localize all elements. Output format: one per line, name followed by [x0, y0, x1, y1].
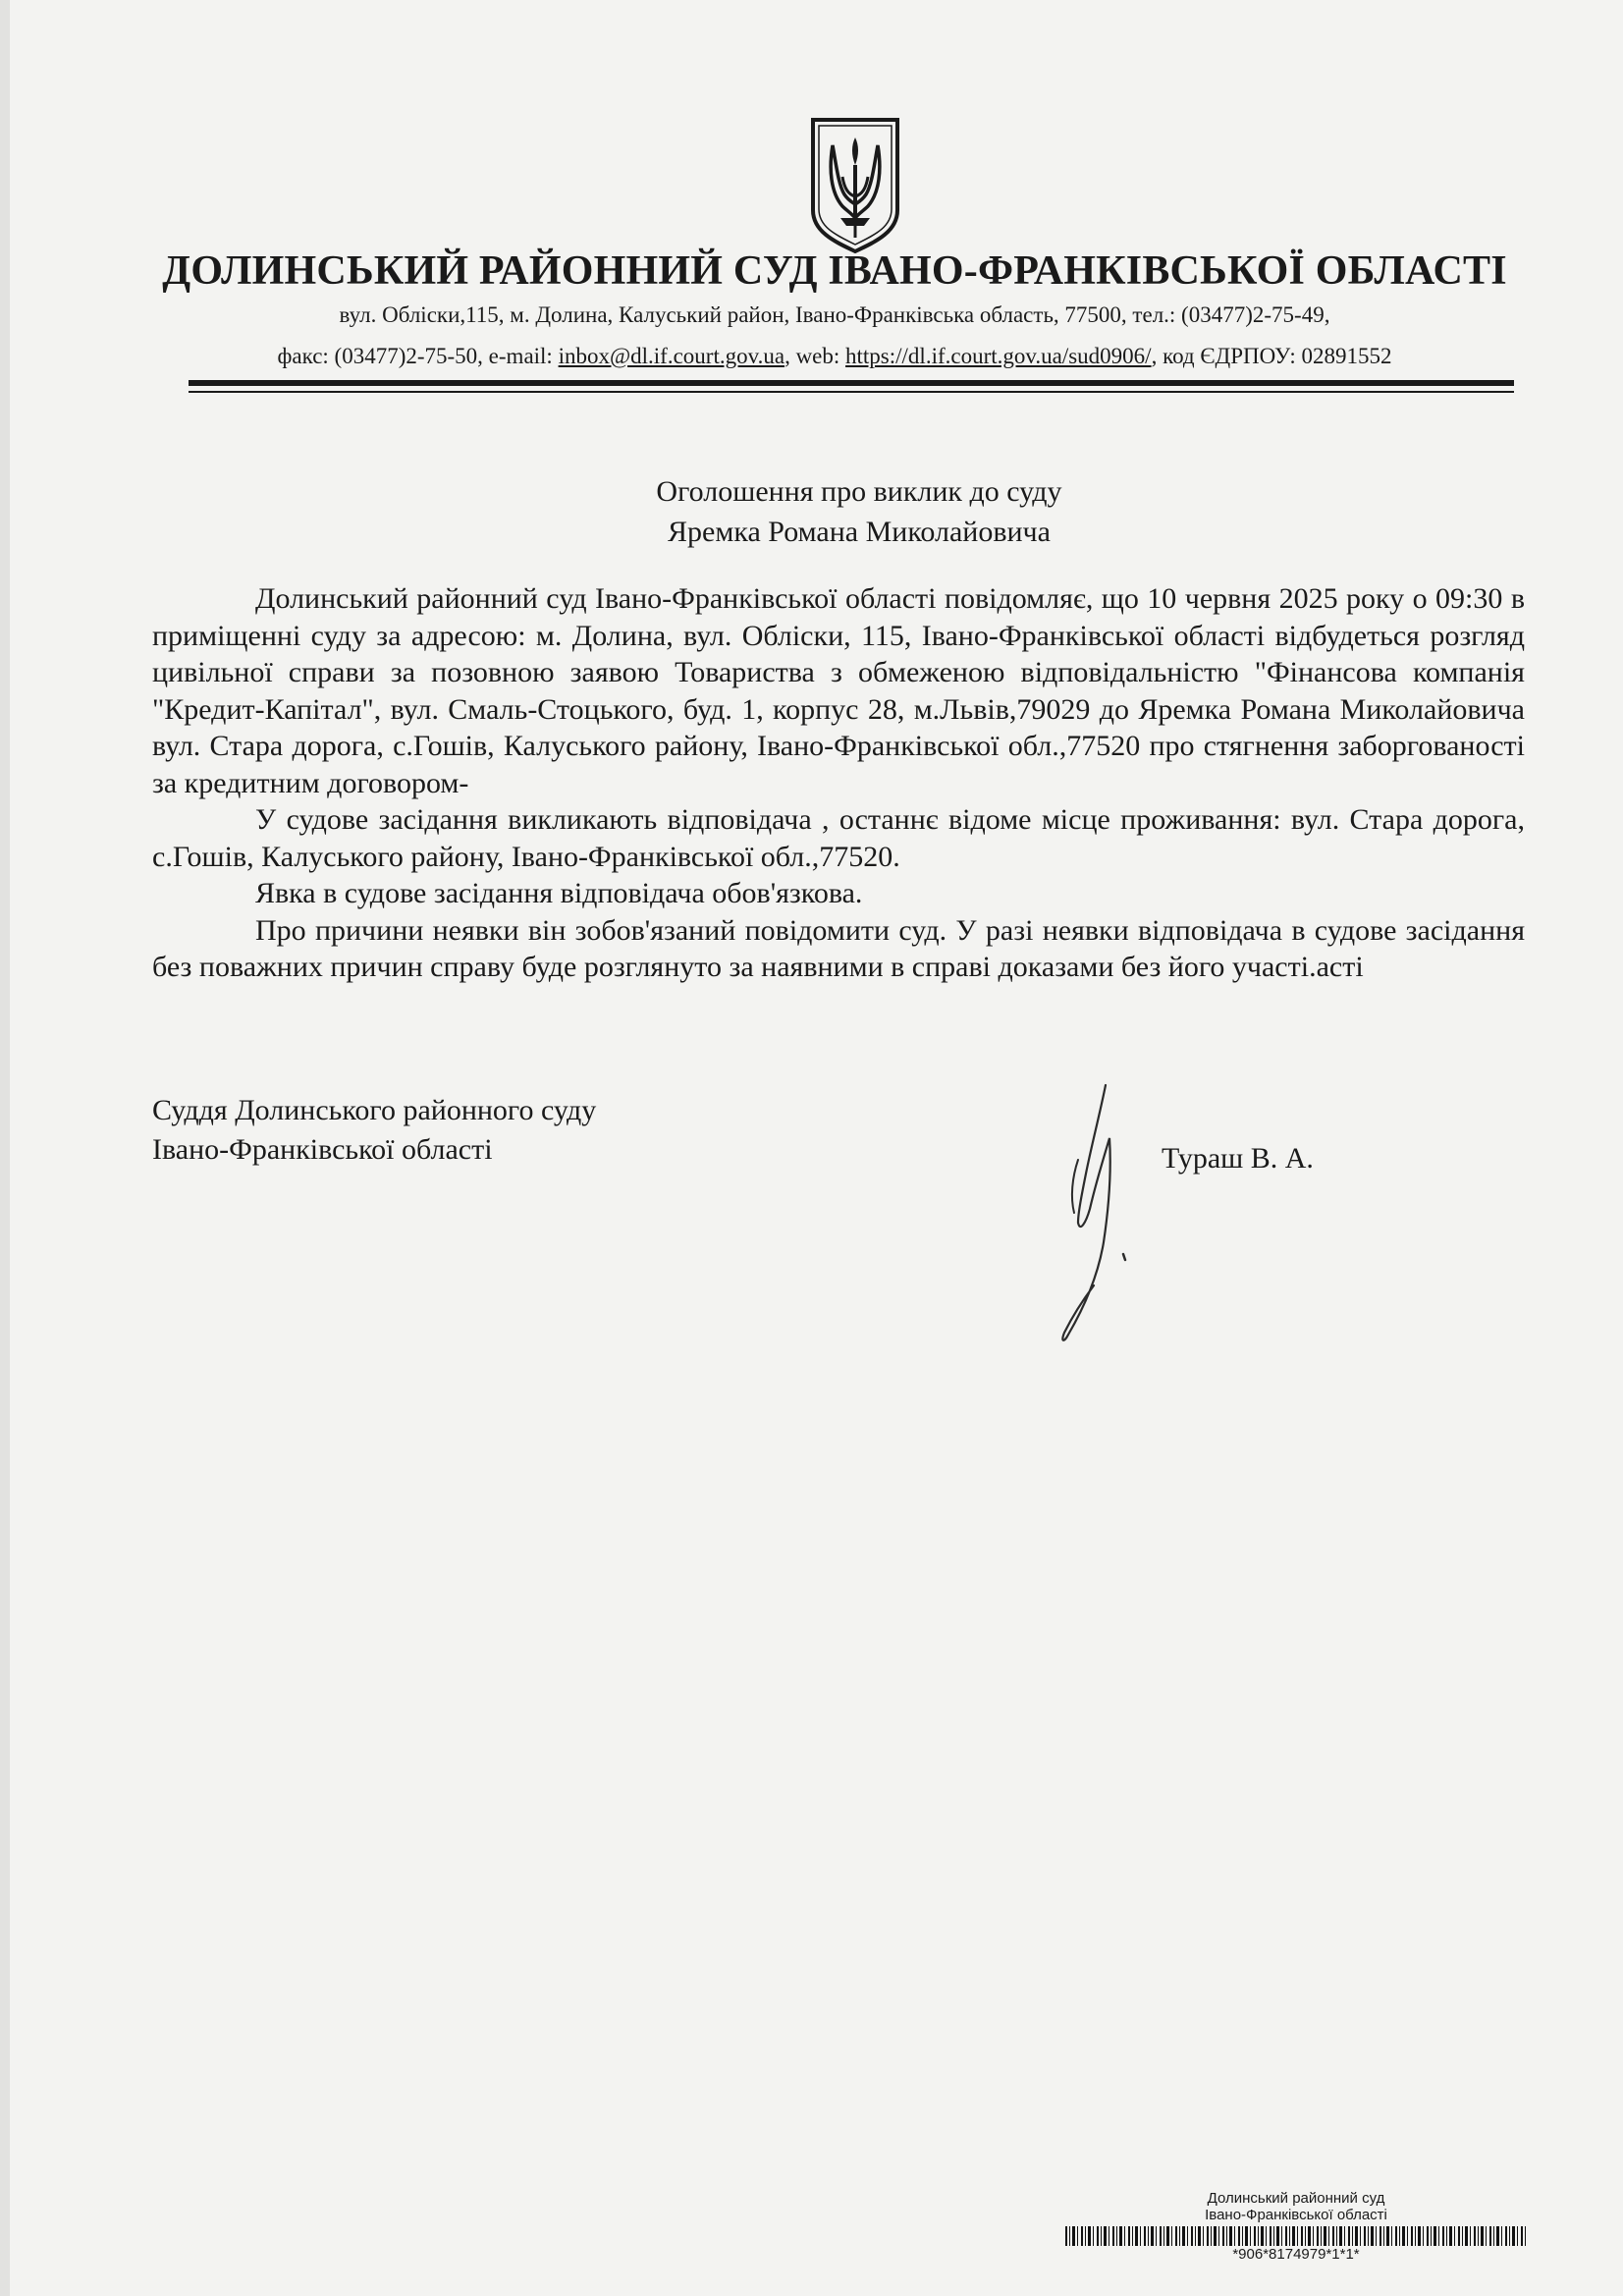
judge-name: Тураш В. А.: [1162, 1142, 1314, 1175]
email-link[interactable]: inbox@dl.if.court.gov.ua: [558, 344, 785, 368]
body-paragraph: У судове засідання викликають відповідача , останнє відоме місце проживання: вул. Стара дорога, с.Гошів, Калуського району, Івано-Франківської обл.,77520.: [152, 803, 1525, 873]
judge-position: [152, 1091, 596, 1170]
website-link[interactable]: https://dl.if.court.gov.ua/sud0906/: [845, 344, 1152, 368]
stamp-court-name: Долинський районний суд: [1207, 2190, 1385, 2207]
stamp-region: Івано-Франківської області: [1205, 2207, 1387, 2223]
barcode-number: *906*8174979*1*1*: [1232, 2246, 1360, 2263]
body-paragraph: Про причини неявки він зобов'язаний повідомити суд. У разі неявки відповідача в судове засідання без поважних причин справу буде розглянуто за наявними в справі доказами без його участі.асті: [152, 913, 1525, 983]
header-divider-thin: [189, 391, 1514, 393]
court-address: вул. Обліски,115, м. Долина, Калуський район, Івано-Франківська область, 77500, тел.: (03477)2-75-49,: [339, 302, 1330, 327]
court-name: ДОЛИНСЬКИЙ РАЙОННИЙ СУД ІВАНО-ФРАНКІВСЬКОЇ ОБЛАСТІ: [162, 248, 1507, 294]
trident-coat-of-arms-icon: [807, 116, 903, 253]
judge-position-line: Івано-Франківської області: [152, 1133, 493, 1166]
barcode: [1065, 2226, 1527, 2246]
document-title: Оголошення про виклик до суду: [656, 475, 1062, 508]
handwritten-signature: [1021, 1075, 1168, 1350]
document-subject: Яремка Романа Миколайовича: [668, 516, 1051, 548]
web-label: , web:: [784, 344, 846, 368]
court-contacts: [147, 344, 1522, 369]
header-divider-thick: [189, 380, 1514, 386]
judge-position-line: Суддя Долинського районного суду: [152, 1094, 597, 1126]
edrpou-label: , код ЄДРПОУ: 02891552: [1151, 344, 1392, 368]
registration-stamp: [1060, 2190, 1532, 2263]
document-body: [152, 580, 1525, 986]
body-paragraph: Явка в судове засідання відповідача обов'язкова.: [255, 877, 863, 909]
body-paragraph: Долинський районний суд Івано-Франківської області повідомляє, що 10 червня 2025 року о 09:30 в приміщенні суду за адресою: м. Долина, вул. Обліски, 115, Івано-Франківської області відбудеться розгляд цивільної справи за позовною заявою Товариства з обмеженою відповідальністю "Фінансова компанія "Кредит-Капітал", вул. Смаль-Стоцького, буд. 1, корпус 28, м.Львів,79029 до Яремка Романа Миколайовича вул. Стара дорога, с.Гошів, Калуського району, Івано-Франківської обл.,77520 про стягнення заборгованості за кредитним договором-: [152, 582, 1525, 799]
fax-label: факс: (03477)2-75-50, e-mail:: [277, 344, 559, 368]
